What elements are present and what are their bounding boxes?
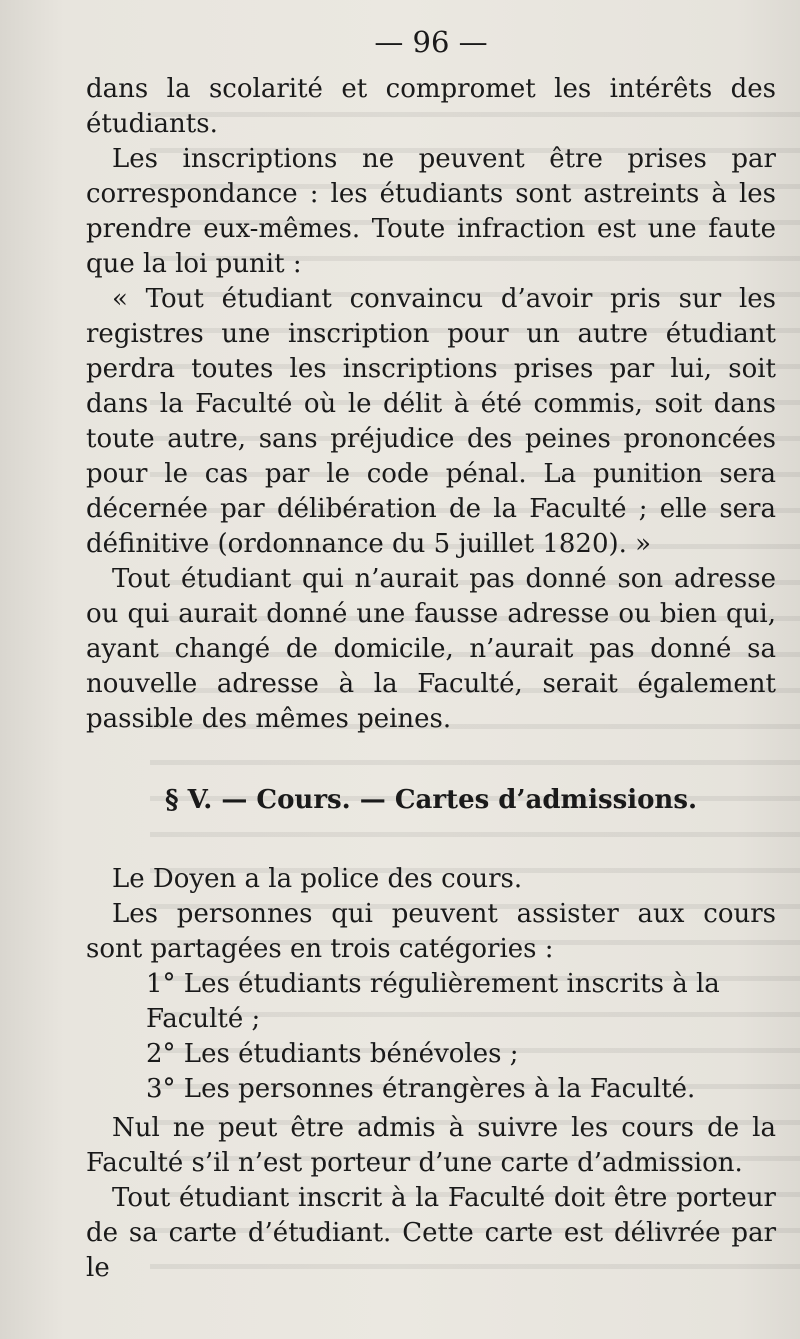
paragraph-admission: Nul ne peut être admis à suivre les cours de la Faculté s’il n’est porteur d’une carte d’admission. bbox=[86, 1113, 776, 1178]
paragraph-categories: Les personnes qui peuvent assister aux cours sont partagées en trois catégories : bbox=[86, 899, 776, 964]
paragraph-continuation: dans la scolarité et compromet les intérêts des étudiants. bbox=[86, 74, 776, 139]
page-content bbox=[86, 14, 776, 1286]
paragraph-address: Tout étudiant qui n’aurait pas donné son adresse ou qui aurait donné une fausse adresse ou bien qui, ayant changé de domicile, n’aurait pas donné sa nouvelle adresse à la Faculté, serait également passible des mêmes peines. bbox=[86, 564, 776, 734]
paragraph-student-card: Tout étudiant inscrit à la Faculté doit être porteur de sa carte d’étudiant. Cette carte est délivrée par le bbox=[86, 1183, 776, 1283]
list-item: 3° Les personnes étrangères à la Faculté. bbox=[146, 1074, 696, 1104]
paragraph-quotation: « Tout étudiant convaincu d’avoir pris sur les registres une inscription pour un autre étudiant perdra toutes les inscriptions prises par lui, soit dans la Faculté où le délit à été commis, soit dans toute autre, sans préjudice des peines prononcées pour le cas par le code pénal. La punition sera décernée par délibération de la Faculté ; elle sera définitive (ordonnance du 5 juillet 1820). » bbox=[86, 284, 776, 559]
page-number: — 96 — bbox=[374, 25, 488, 59]
paragraph-doyen: Le Doyen a la police des cours. bbox=[112, 864, 523, 894]
list-item: 2° Les étudiants bénévoles ; bbox=[146, 1039, 519, 1069]
section-heading: § V. — Cours. — Cartes d’admissions. bbox=[164, 785, 698, 815]
list-item: 1° Les étudiants régulièrement inscrits à la Faculté ; bbox=[146, 969, 720, 1034]
paragraph-inscriptions: Les inscriptions ne peuvent être prises par correspondance : les étudiants sont astreints à les prendre eux-mêmes. Toute infraction est une faute que la loi punit : bbox=[86, 144, 776, 279]
